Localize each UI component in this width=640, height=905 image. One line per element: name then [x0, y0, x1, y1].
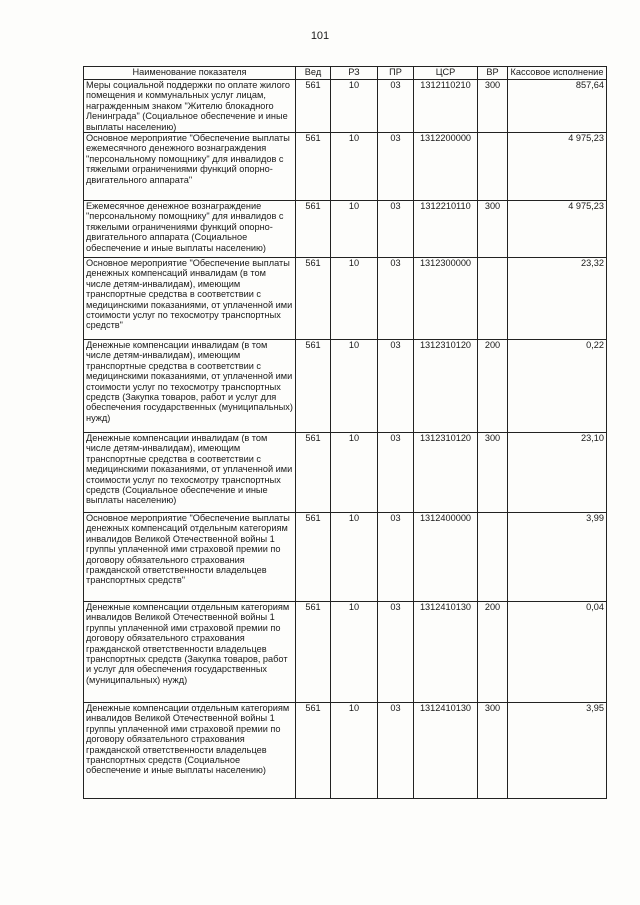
row-rz: 10: [331, 258, 378, 340]
row-ved: 561: [296, 340, 331, 433]
row-rz: 10: [331, 80, 378, 133]
row-amount: 0,22: [508, 340, 607, 433]
row-rz: 10: [331, 602, 378, 703]
row-vr: 200: [478, 602, 508, 703]
row-ved: 561: [296, 80, 331, 133]
row-vr: 200: [478, 340, 508, 433]
row-csr: 1312210110: [414, 201, 478, 258]
row-ved: 561: [296, 258, 331, 340]
header-row: [84, 67, 607, 80]
table-row: [84, 602, 607, 703]
row-ved: 561: [296, 201, 331, 258]
header-amount: Кассовое исполнение: [508, 67, 607, 80]
row-csr: 1312310120: [414, 340, 478, 433]
row-amount: 4 975,23: [508, 133, 607, 201]
row-vr: 300: [478, 201, 508, 258]
header-vr: ВР: [478, 67, 508, 80]
budget-table: [83, 66, 607, 799]
row-vr: 300: [478, 80, 508, 133]
row-name: Ежемесячное денежное вознаграждение "персональному помощнику" для инвалидов с тяжелыми ограничениями функций опорно-двигательного аппарата (Социальное обеспечение и иные выплаты населению): [84, 201, 296, 258]
row-csr: 1312410130: [414, 703, 478, 799]
row-vr: 300: [478, 433, 508, 513]
row-ved: 561: [296, 703, 331, 799]
row-pr: 03: [378, 201, 414, 258]
row-csr: 1312410130: [414, 602, 478, 703]
row-csr: 1312400000: [414, 513, 478, 602]
header-ved: Вед: [296, 67, 331, 80]
table-row: [84, 703, 607, 799]
table-row: [84, 258, 607, 340]
row-ved: 561: [296, 602, 331, 703]
row-name: Денежные компенсации отдельным категориям инвалидов Великой Отечественной войны 1 группы уплаченной ими страховой премии по договору обязательного страхования гражданской ответственности владельцев транспортных средств (Социальное обеспечение и иные выплаты населению): [84, 703, 296, 799]
row-csr: 1312200000: [414, 133, 478, 201]
header-name: Наименование показателя: [84, 67, 296, 80]
row-rz: 10: [331, 133, 378, 201]
row-rz: 10: [331, 433, 378, 513]
row-name: Денежные компенсации инвалидам (в том числе детям-инвалидам), имеющим транспортные средства в соответствии с медицинскими показаниями, от уплаченной ими стоимости услуг по техосмотру транспортных средств (Социальное обеспечение и иные выплаты населению): [84, 433, 296, 513]
header-pr: ПР: [378, 67, 414, 80]
row-rz: 10: [331, 703, 378, 799]
row-pr: 03: [378, 258, 414, 340]
row-pr: 03: [378, 340, 414, 433]
row-pr: 03: [378, 433, 414, 513]
row-amount: 0,04: [508, 602, 607, 703]
row-csr: 1312300000: [414, 258, 478, 340]
row-amount: 23,32: [508, 258, 607, 340]
row-amount: 857,64: [508, 80, 607, 133]
row-vr: 300: [478, 703, 508, 799]
row-ved: 561: [296, 133, 331, 201]
row-name: Меры социальной поддержки по оплате жилого помещения и коммунальных услуг лицам, награжденным знаком "Жителю блокадного Ленинграда" (Социальное обеспечение и иные выплаты населению): [84, 80, 296, 133]
row-amount: 23,10: [508, 433, 607, 513]
row-ved: 561: [296, 513, 331, 602]
row-pr: 03: [378, 703, 414, 799]
table-row: [84, 201, 607, 258]
row-name: Основное мероприятие "Обеспечение выплаты ежемесячного денежного вознаграждения "персональному помощнику" для инвалидов с тяжелыми ограничениями функций опорно-двигательного аппарата": [84, 133, 296, 201]
row-name: Денежные компенсации отдельным категориям инвалидов Великой Отечественной войны 1 группы уплаченной ими страховой премии по договору обязательного страхования гражданской ответственности владельцев транспортных средств (Закупка товаров, работ и услуг для обеспечения государственных (муниципальных) нужд): [84, 602, 296, 703]
table-row: [84, 513, 607, 602]
row-csr: 1312110210: [414, 80, 478, 133]
row-amount: 3,95: [508, 703, 607, 799]
row-amount: 4 975,23: [508, 201, 607, 258]
row-vr: [478, 513, 508, 602]
row-pr: 03: [378, 80, 414, 133]
row-csr: 1312310120: [414, 433, 478, 513]
table-row: [84, 433, 607, 513]
row-vr: [478, 133, 508, 201]
row-pr: 03: [378, 602, 414, 703]
row-vr: [478, 258, 508, 340]
row-name: Основное мероприятие "Обеспечение выплаты денежных компенсаций отдельным категориям инвалидов Великой Отечественной войны 1 группы уплаченной ими страховой премии по договору обязательного страхования гражданской ответственности владельцев транспортных средств": [84, 513, 296, 602]
table-row: [84, 133, 607, 201]
row-rz: 10: [331, 340, 378, 433]
table-row: [84, 340, 607, 433]
row-name: Денежные компенсации инвалидам (в том числе детям-инвалидам), имеющим транспортные средства в соответствии с медицинскими показаниями, от уплаченной ими стоимости услуг по техосмотру транспортных средств (Закупка товаров, работ и услуг для обеспечения государственных (муниципальных) нужд): [84, 340, 296, 433]
header-csr: ЦСР: [414, 67, 478, 80]
header-rz: РЗ: [331, 67, 378, 80]
row-name: Основное мероприятие "Обеспечение выплаты денежных компенсаций инвалидам (в том числе детям-инвалидам), имеющим транспортные средства в соответствии с медицинскими показаниями, от уплаченной ими стоимости услуг по техосмотру транспортных средств": [84, 258, 296, 340]
row-pr: 03: [378, 513, 414, 602]
row-pr: 03: [378, 133, 414, 201]
page-number: 101: [310, 30, 330, 42]
row-amount: 3,99: [508, 513, 607, 602]
row-rz: 10: [331, 201, 378, 258]
row-ved: 561: [296, 433, 331, 513]
row-rz: 10: [331, 513, 378, 602]
table-row: [84, 80, 607, 133]
